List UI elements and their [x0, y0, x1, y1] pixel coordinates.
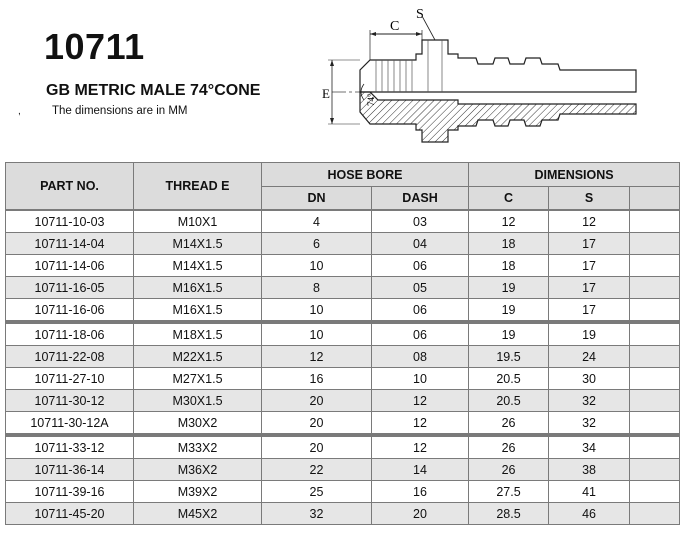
- cell-thread: M16X1.5: [134, 299, 262, 323]
- table-row: [6, 459, 680, 481]
- cell-c: 18: [469, 255, 549, 277]
- cell-s: 12: [549, 210, 630, 233]
- table-row: [6, 412, 680, 436]
- cell-s: 38: [549, 459, 630, 481]
- cell-extra: [630, 277, 680, 299]
- cell-c: 28.5: [469, 503, 549, 525]
- cell-dash: 03: [372, 210, 469, 233]
- cell-dn: 8: [262, 277, 372, 299]
- cell-dash: 10: [372, 368, 469, 390]
- cell-s: 46: [549, 503, 630, 525]
- cell-part-no: 10711-10-03: [6, 210, 134, 233]
- cell-thread: M30X2: [134, 412, 262, 436]
- cell-extra: [630, 346, 680, 368]
- cell-dn: 20: [262, 390, 372, 412]
- cell-extra: [630, 322, 680, 346]
- cell-dash: 16: [372, 481, 469, 503]
- cell-dn: 4: [262, 210, 372, 233]
- cell-extra: [630, 412, 680, 436]
- cell-c: 26: [469, 412, 549, 436]
- cell-part-no: 10711-14-06: [6, 255, 134, 277]
- header-part-no: PART NO.: [6, 163, 134, 211]
- dimension-c-label: C: [390, 19, 400, 34]
- cell-c: 19.5: [469, 346, 549, 368]
- cell-dn: 25: [262, 481, 372, 503]
- header-thread: THREAD E: [134, 163, 262, 211]
- cell-s: 17: [549, 233, 630, 255]
- cell-extra: [630, 233, 680, 255]
- product-subtitle: GB METRIC MALE 74°CONE: [46, 82, 261, 99]
- cell-s: 41: [549, 481, 630, 503]
- cell-dn: 12: [262, 346, 372, 368]
- header-c: C: [469, 187, 549, 211]
- cell-thread: M10X1: [134, 210, 262, 233]
- cell-thread: M36X2: [134, 459, 262, 481]
- cell-c: 19: [469, 299, 549, 323]
- cell-extra: [630, 481, 680, 503]
- cell-extra: [630, 255, 680, 277]
- cell-part-no: 10711-16-06: [6, 299, 134, 323]
- cell-dn: 6: [262, 233, 372, 255]
- table-row: [6, 255, 680, 277]
- cell-s: 17: [549, 277, 630, 299]
- cell-thread: M45X2: [134, 503, 262, 525]
- cell-s: 17: [549, 255, 630, 277]
- cell-part-no: 10711-27-10: [6, 368, 134, 390]
- cell-c: 19: [469, 277, 549, 299]
- cell-dn: 20: [262, 435, 372, 459]
- specification-table: [5, 162, 680, 525]
- cell-part-no: 10711-30-12: [6, 390, 134, 412]
- cell-part-no: 10711-16-05: [6, 277, 134, 299]
- cell-extra: [630, 503, 680, 525]
- cell-thread: M27X1.5: [134, 368, 262, 390]
- cell-extra: [630, 299, 680, 323]
- cell-dash: 06: [372, 322, 469, 346]
- cell-c: 18: [469, 233, 549, 255]
- cell-s: 30: [549, 368, 630, 390]
- cell-c: 19: [469, 322, 549, 346]
- table-row: [6, 233, 680, 255]
- cell-dn: 16: [262, 368, 372, 390]
- cell-dash: 06: [372, 255, 469, 277]
- cell-s: 32: [549, 412, 630, 436]
- cell-dn: 32: [262, 503, 372, 525]
- cell-dn: 10: [262, 299, 372, 323]
- cell-part-no: 10711-30-12A: [6, 412, 134, 436]
- table-row: [6, 277, 680, 299]
- cone-angle-label: 74°: [366, 93, 376, 106]
- cell-c: 12: [469, 210, 549, 233]
- cell-part-no: 10711-14-04: [6, 233, 134, 255]
- cell-part-no: 10711-18-06: [6, 322, 134, 346]
- table-row: [6, 299, 680, 323]
- cell-thread: M33X2: [134, 435, 262, 459]
- header-hose-bore: HOSE BORE: [262, 163, 469, 187]
- header-dn: DN: [262, 187, 372, 211]
- cell-dash: 05: [372, 277, 469, 299]
- table-row: [6, 503, 680, 525]
- cell-dash: 12: [372, 390, 469, 412]
- header-dash: DASH: [372, 187, 469, 211]
- cell-extra: [630, 368, 680, 390]
- table-row: [6, 322, 680, 346]
- cell-thread: M14X1.5: [134, 233, 262, 255]
- cell-s: 34: [549, 435, 630, 459]
- cell-extra: [630, 459, 680, 481]
- stray-mark: ,: [18, 106, 21, 117]
- cell-extra: [630, 435, 680, 459]
- cell-dash: 04: [372, 233, 469, 255]
- header-extra: [630, 187, 680, 211]
- cell-dash: 08: [372, 346, 469, 368]
- cell-thread: M18X1.5: [134, 322, 262, 346]
- dimension-s-label: S: [416, 7, 424, 22]
- cell-dash: 06: [372, 299, 469, 323]
- cell-dash: 14: [372, 459, 469, 481]
- cell-s: 19: [549, 322, 630, 346]
- units-note: The dimensions are in MM: [52, 105, 188, 117]
- cell-c: 20.5: [469, 390, 549, 412]
- cell-thread: M39X2: [134, 481, 262, 503]
- cell-part-no: 10711-45-20: [6, 503, 134, 525]
- cell-part-no: 10711-22-08: [6, 346, 134, 368]
- dimension-e-label: E: [322, 86, 330, 101]
- cell-dn: 22: [262, 459, 372, 481]
- cell-thread: M30X1.5: [134, 390, 262, 412]
- cell-dash: 12: [372, 412, 469, 436]
- table-row: [6, 210, 680, 233]
- cell-part-no: 10711-39-16: [6, 481, 134, 503]
- cell-c: 20.5: [469, 368, 549, 390]
- fitting-technical-drawing: [318, 4, 638, 146]
- part-number-title: 10711: [44, 26, 145, 67]
- table-row: [6, 368, 680, 390]
- cell-thread: M16X1.5: [134, 277, 262, 299]
- cell-thread: M14X1.5: [134, 255, 262, 277]
- header-dimensions: DIMENSIONS: [469, 163, 680, 187]
- cell-c: 26: [469, 435, 549, 459]
- cell-s: 32: [549, 390, 630, 412]
- cell-extra: [630, 390, 680, 412]
- cell-dn: 10: [262, 322, 372, 346]
- cell-dash: 20: [372, 503, 469, 525]
- fitting-section-view: [360, 92, 636, 142]
- cell-part-no: 10711-33-12: [6, 435, 134, 459]
- cell-c: 26: [469, 459, 549, 481]
- header-s: S: [549, 187, 630, 211]
- table-row: [6, 481, 680, 503]
- cell-thread: M22X1.5: [134, 346, 262, 368]
- cell-dash: 12: [372, 435, 469, 459]
- fitting-upper-outline: [360, 40, 636, 92]
- table-row: [6, 390, 680, 412]
- cell-s: 17: [549, 299, 630, 323]
- cell-part-no: 10711-36-14: [6, 459, 134, 481]
- cell-s: 24: [549, 346, 630, 368]
- cell-dn: 10: [262, 255, 372, 277]
- table-row: [6, 435, 680, 459]
- cell-extra: [630, 210, 680, 233]
- cell-c: 27.5: [469, 481, 549, 503]
- table-row: [6, 346, 680, 368]
- cell-dn: 20: [262, 412, 372, 436]
